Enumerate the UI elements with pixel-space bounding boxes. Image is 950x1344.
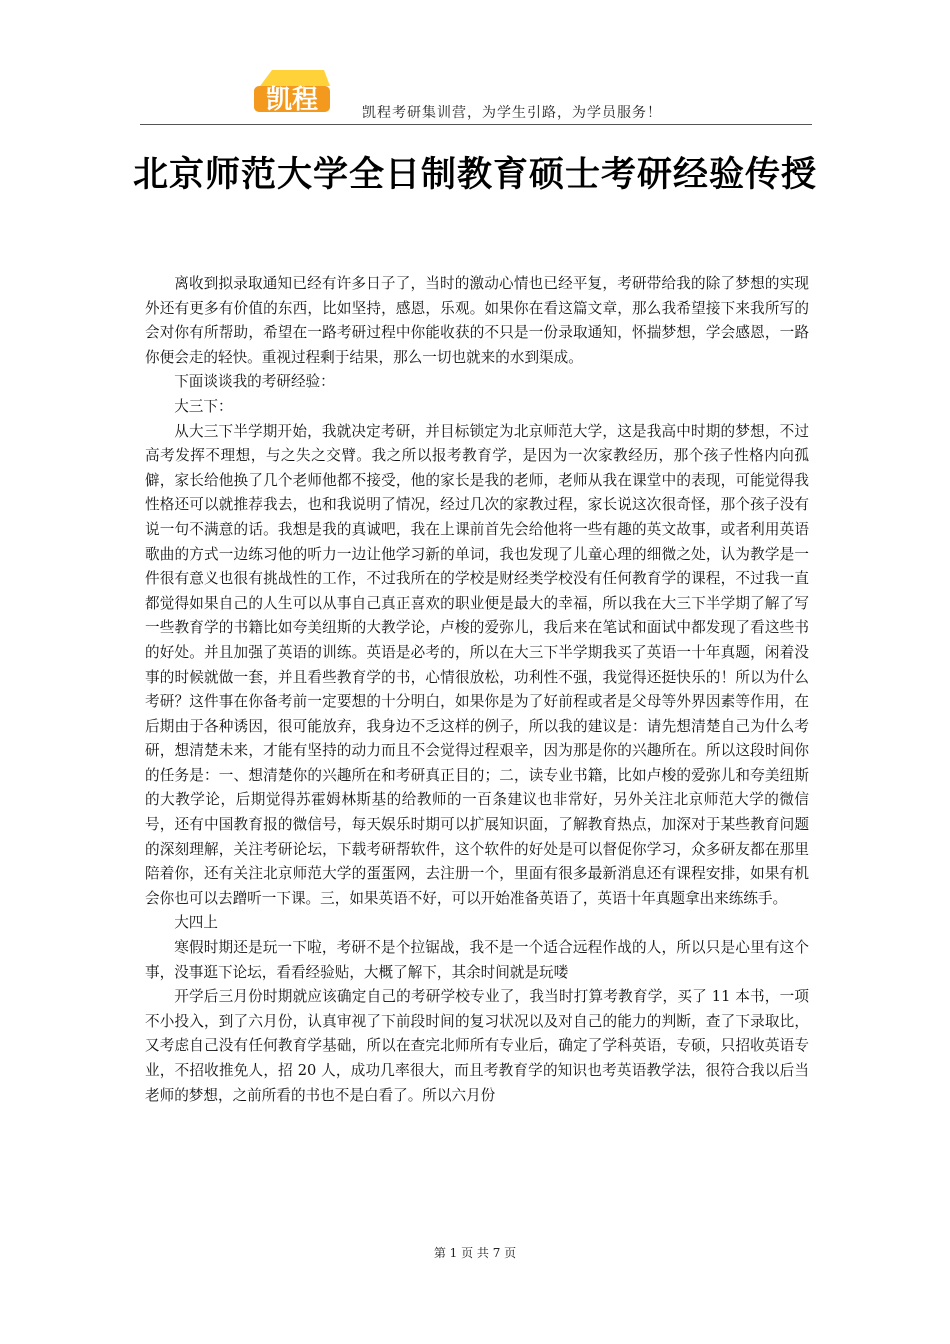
logo-text: 凯程 [265,85,319,115]
article-body [145,272,809,1108]
page-footer: 第 1 页 共 7 页 [433,1246,517,1260]
paragraph: 寒假时期还是玩一下啦，考研不是个拉锯战，我不是一个适合远程作战的人，所以只是心里有这个事，没事逛下论坛，看看经验贴，大概了解下，其余时间就是玩喽 [145,939,809,981]
page-header [140,60,812,125]
paragraph: 开学后三月份时期就应该确定自己的考研学校专业了，我当时打算考教育学，买了 11 本书，一项不小投入，到了六月份，认真审视了下前段时间的复习状况以及对自己的能力的判断，查了下录取比，又考虑自己没有任何教育学基础，所以在查完北师所有专业后，确定了学科英语，专硕，只招收英语专业，不招收推免人，招 20 人，成功几率很大，而且考教育学的知识也考英语教学法，很符合我以后当老师的梦想，之前所看的书也不是白看了。所以六月份 [145,988,809,1104]
paragraph: 从大三下半学期开始，我就决定考研，并目标锁定为北京师范大学，这是我高中时期的梦想，不过高考发挥不理想，与之失之交臂。我之所以报考教育学，是因为一次家教经历，那个孩子性格内向孤僻，家长给他换了几个老师他都不接受，他的家长是我的老师，老师从我在课堂中的表现，可能觉得我性格还可以就推荐我去，也和我说明了情况，经过几次的家教过程，家长说这次很奇怪，那个孩子没有说一句不满意的话。我想是我的真诚吧，我在上课前首先会给他将一些有趣的英文故事，或者利用英语歌曲的方式一边练习他的听力一边让他学习新的单词，我也发现了儿童心理的细微之处，认为教学是一件很有意义也很有挑战性的工作，不过我所在的学校是财经类学校没有任何教育学的课程，不过我一直都觉得如果自己的人生可以从事自己真正喜欢的职业便是最大的幸福，所以我在大三下半学期了解了写一些教育学的书籍比如夸美纽斯的大教学论，卢梭的爱弥儿，我后来在笔试和面试中都发现了看这些书的好处。并且加强了英语的训练。英语是必考的，所以在大三下半学期我买了英语一十年真题，闲着没事的时候就做一套，并且看些教育学的书，心情很放松，功利性不强，我觉得还挺快乐的！所以为什么考研？这件事在你备考前一定要想的十分明白，如果你是为了好前程或者是父母等外界因素等作用，在后期由于各种诱因，很可能放弃，我身边不乏这样的例子，所以我的建议是：请先想清楚自己为什么考研，想清楚未来，才能有坚持的动力而且不会觉得过程艰辛，因为那是你的兴趣所在。所以这段时间你的任务是：一、想清楚你的兴趣所在和考研真正目的；二，读专业书籍，比如卢梭的爱弥儿和夸美纽斯的大教学论，后期觉得苏霍姆林斯基的给教师的一百条建议也非常好，另外关注北京师范大学的微信号，还有中国教育报的微信号，每天娱乐时期可以扩展知识面，了解教育热点，加深对于某些教育问题的深刻理解，关注考研论坛，下载考研帮软件，这个软件的好处是可以督促你学习，众多研友都在那里陪着你，还有关注北京师范大学的蛋蛋网，去注册一个，里面有很多最新消息还有课程安排，如果有机会你也可以去蹭听一下课。三，如果英语不好，可以开始准备英语了，英语十年真题拿出来练练手。 [145,422,809,907]
paragraph: 下面谈谈我的考研经验： [174,373,335,391]
kaicheng-logo [252,66,332,118]
paragraph: 离收到拟录取通知已经有许多日子了，当时的激动心情也已经平复，考研带给我的除了梦想的实现外还有更多有价值的东西，比如坚持，感恩，乐观。如果你在看这篇文章，那么我希望接下来我所写的会对你有所帮助，希望在一路考研过程中你能收获的不只是一份录取通知，怀揣梦想，学会感恩，一路你便会走的轻快。重视过程剩于结果，那么一切也就来的水到渠成。 [145,275,809,366]
section-heading: 大四上 [174,914,218,932]
page-title: 北京师范大学全日制教育硕士考研经验传授 [132,155,817,195]
header-slogan: 凯程考研集训营，为学生引路，为学员服务！ [362,105,662,121]
section-heading: 大三下： [174,397,233,415]
